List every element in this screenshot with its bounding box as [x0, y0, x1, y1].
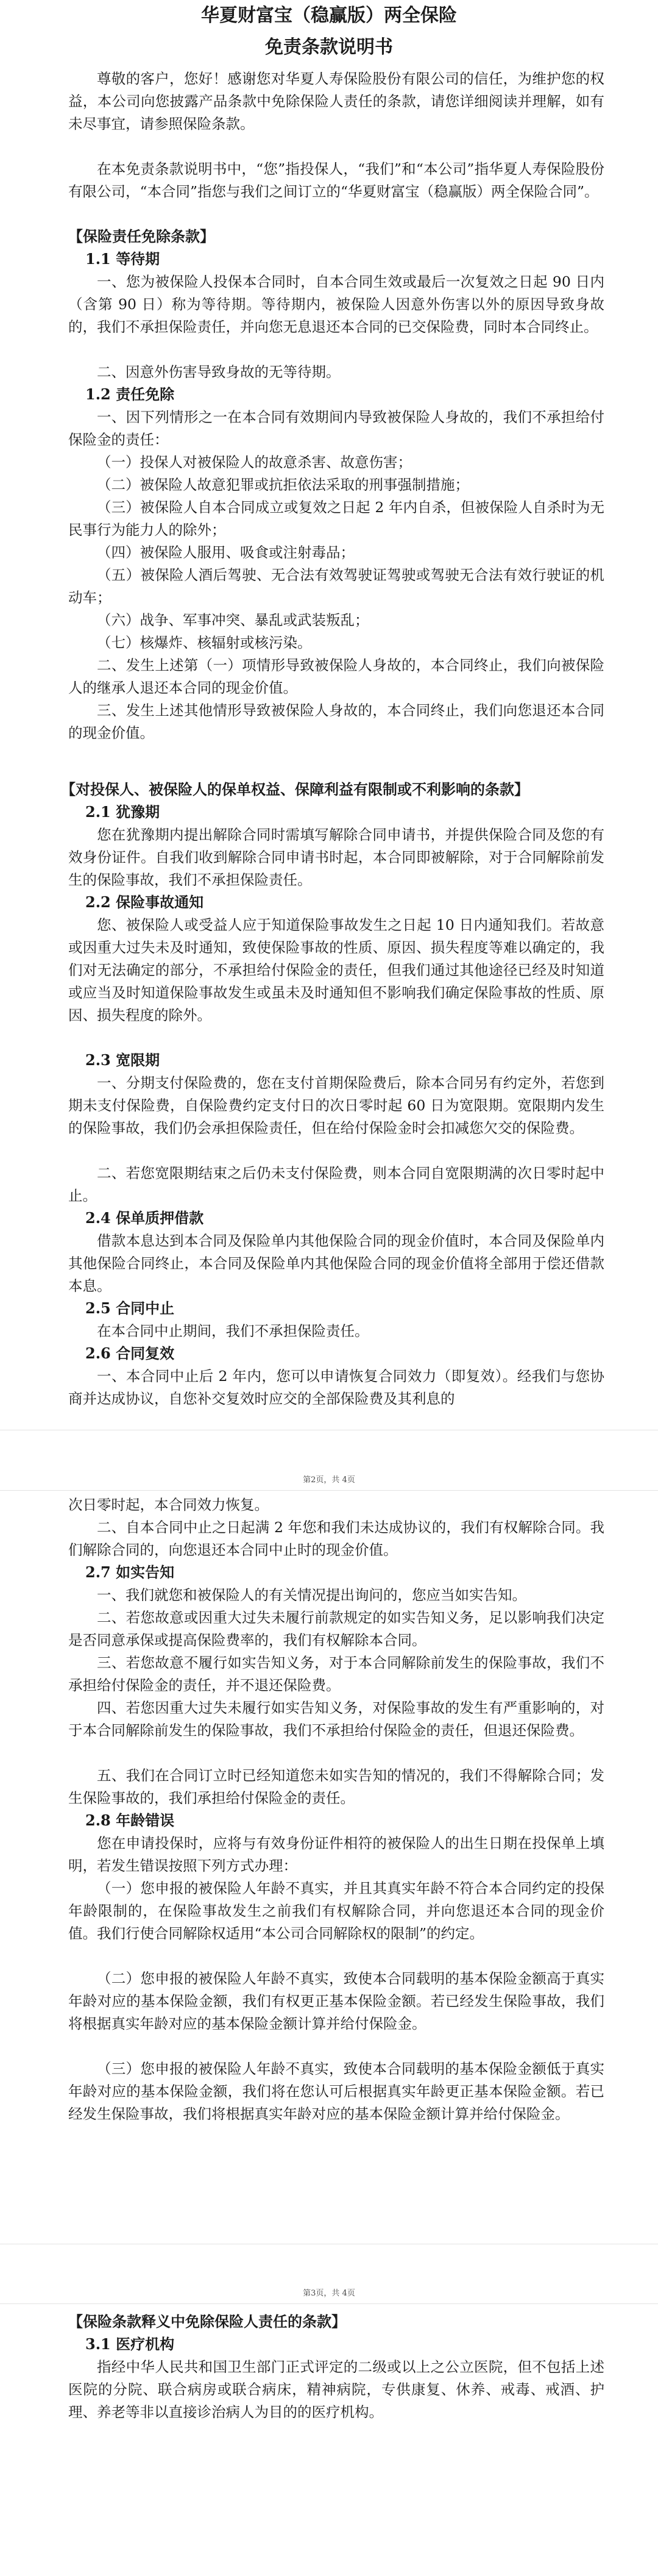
exclusion-item-1: （一）投保人对被保险人的故意杀害、故意伤害； — [97, 454, 412, 471]
section-1-heading: 【保险责任免除条款】 — [68, 227, 214, 245]
section-2-4-heading: 2.4 保单质押借款 — [85, 1209, 204, 1227]
section-2-5-heading: 2.5 合同中止 — [85, 1299, 175, 1317]
page-break — [0, 2303, 658, 2304]
section-1-2-tail-2: 三、发生上述其他情形导致被保险人身故的，本合同终止，我们向您退还本合同的现金价值。 — [68, 702, 604, 741]
section-2-7-para-5: 五、我们在合同订立时已经知道您未如实告知的情况的，我们不得解除合同；发生保险事故的，我们承担给付保险金的责任。 — [68, 1767, 604, 1807]
section-2-6-para-1: 一、本合同中止后 2 年内，您可以申请恢复合同效力（即复效）。经我们与您协商并达成协议，自您补交复效时应交的全部保险费及其利息的 — [68, 1368, 604, 1407]
section-2-7-para-3: 三、若您故意不履行如实告知义务，对于本合同解除前发生的保险事故，我们不承担给付保险金的责任，并不退还保险费。 — [68, 1654, 604, 1694]
section-2-3-para-2: 二、若您宽限期结束之后仍未支付保险费，则本合同自宽限期满的次日零时起中止。 — [68, 1165, 604, 1204]
section-2-8-para-3: （二）您申报的被保险人年龄不真实，致使本合同载明的基本保险金额高于真实年龄对应的基本保险金额，我们有权更正基本保险金额。若已经发生保险事故，我们将根据真实年龄对应的基本保险金额计算并给付保险金。 — [68, 1970, 604, 2032]
page-footer-3: 第3页，共 4页 — [303, 2289, 355, 2298]
section-2-5-para: 在本合同中止期间，我们不承担保险责任。 — [97, 1322, 369, 1340]
section-2-2-heading: 2.2 保险事故通知 — [85, 893, 204, 911]
section-1-1-para-2: 二、因意外伤害导致身故的无等待期。 — [97, 363, 341, 380]
section-1-1-para-1: 一、您为被保险人投保本合同时，自本合同生效或最后一次复效之日起 90 日内（含第 90 日）称为等待期。等待期内，被保险人因意外伤害以外的原因导致身故的，我们不承担保险责任，并向您无息退还本合同的已交保险费，同时本合同终止。 — [68, 273, 604, 335]
page-break — [0, 1490, 658, 1491]
section-1-2-lead: 一、因下列情形之一在本合同有效期间内导致被保险人身故的，我们不承担给付保险金的责任： — [68, 409, 604, 448]
exclusion-item-7: （七）核爆炸、核辐射或核污染。 — [97, 634, 312, 651]
exclusion-item-5: （五）被保险人酒后驾驶、无合法有效驾驶证驾驶或驾驶无合法有效行驶证的机动车； — [68, 566, 604, 606]
exclusion-item-3: （三）被保险人自本合同成立或复效之日起 2 年内自杀，但被保险人自杀时为无民事行为能力人的除外； — [68, 499, 604, 538]
section-1-1-heading: 1.1 等待期 — [85, 250, 160, 268]
page-footer-2: 第2页，共 4页 — [303, 1475, 355, 1485]
exclusion-item-4: （四）被保险人服用、吸食或注射毒品； — [97, 544, 355, 561]
section-2-8-para-1: 您在申请投保时，应将与有效身份证件相符的被保险人的出生日期在投保单上填明，若发生错误按照下列方式办理： — [68, 1835, 604, 1874]
section-2-8-para-2: （一）您申报的被保险人年龄不真实，并且其真实年龄不符合本合同约定的投保年龄限制的，在保险事故发生之前我们有权解除合同，并向您退还本合同的现金价值。我们行使合同解除权适用“本公司合同解除权的限制”的约定。 — [68, 1880, 604, 1942]
section-2-6-heading: 2.6 合同复效 — [85, 1344, 175, 1362]
section-2-3-para-1: 一、分期支付保险费的，您在支付首期保险费后，除本合同另有约定外，若您到期未支付保险费，自保险费约定支付日的次日零时起 60 日为宽限期。宽限期内发生的保险事故，我们仍会承担保险责任，但在给付保险金时会扣减您欠交的保险费。 — [68, 1074, 604, 1136]
section-2-heading: 【对投保人、被保险人的保单权益、保障利益有限制或不利影响的条款】 — [61, 780, 529, 798]
section-2-7-para-1: 一、我们就您和被保险人的有关情况提出询问的，您应当如实告知。 — [97, 1586, 526, 1604]
section-2-6-para-2: 二、自本合同中止之日起满 2 年您和我们未达成协议的，我们有权解除合同。我们解除合同的，向您退还本合同中止时的现金价值。 — [68, 1519, 604, 1558]
section-2-8-para-4: （三）您申报的被保险人年龄不真实，致使本合同载明的基本保险金额低于真实年龄对应的基本保险金额，我们将在您认可后根据真实年龄更正基本保险金额。若已经发生保险事故，我们将根据真实年龄对应的基本保险金额计算并给付保险金。 — [68, 2060, 604, 2122]
exclusion-item-2: （二）被保险人故意犯罪或抗拒依法采取的刑事强制措施； — [97, 476, 469, 493]
section-1-2-heading: 1.2 责任免除 — [85, 385, 175, 403]
section-2-7-para-2: 二、若您故意或因重大过失未履行前款规定的如实告知义务，足以影响我们决定是否同意承保或提高保险费率的，我们有权解除本合同。 — [68, 1609, 604, 1649]
section-2-4-para: 借款本息达到本合同及保险单内其他保险合同的现金价值时，本合同及保险单内其他保险合同终止，本合同及保险单内其他保险合同的现金价值将全部用于偿还借款本息。 — [68, 1232, 604, 1294]
section-3-heading: 【保险条款释义中免除保险人责任的条款】 — [68, 2313, 346, 2330]
intro-paragraph-2: 在本免责条款说明书中，“您”指投保人，“我们”和“本公司”指华夏人寿保险股份有限公司，“本合同”指您与我们之间订立的“华夏财富宝（稳赢版）两全保险合同”。 — [68, 160, 604, 200]
section-1-2-tail-1: 二、发生上述第（一）项情形导致被保险人身故的，本合同终止，我们向被保险人的继承人退还本合同的现金价值。 — [68, 657, 604, 696]
section-2-2-para: 您、被保险人或受益人应于知道保险事故发生之日起 10 日内通知我们。若故意或因重大过失未及时通知，致使保险事故的性质、原因、损失程度等难以确定的，我们对无法确定的部分，不承担给付保险金的责任，但我们通过其他途径已经及时知道或应当及时知道保险事故发生或虽未及时通知但不影响我们确定保险事故的性质、原因、损失程度的除外。 — [68, 916, 604, 1024]
intro-paragraph-1: 尊敬的客户，您好！感谢您对华夏人寿保险股份有限公司的信任，为维护您的权益，本公司向您披露产品条款中免除保险人责任的条款，请您详细阅读并理解，如有未尽事宜，请参照保险条款。 — [68, 70, 604, 132]
section-2-8-heading: 2.8 年龄错误 — [85, 1811, 175, 1829]
section-3-1-heading: 3.1 医疗机构 — [85, 2335, 175, 2353]
section-2-1-para: 您在犹豫期内提出解除合同时需填写解除合同申请书，并提供保险合同及您的有效身份证件。自我们收到解除合同申请书时起，本合同即被解除，对于合同解除前发生的保险事故，我们不承担保险责任。 — [68, 826, 604, 888]
section-2-7-para-4: 四、若您因重大过失未履行如实告知义务，对保险事故的发生有严重影响的，对于本合同解除前发生的保险事故，我们不承担给付保险金的责任，但退还保险费。 — [68, 1699, 604, 1739]
section-2-6-para-1-cont: 次日零时起，本合同效力恢复。 — [68, 1496, 269, 1513]
document-subtitle: 免责条款说明书 — [265, 37, 393, 58]
exclusion-item-6: （六）战争、军事冲突、暴乱或武装叛乱； — [97, 612, 369, 629]
section-3-1-para: 指经中华人民共和国卫生部门正式评定的二级或以上之公立医院，但不包括上述医院的分院、联合病房或联合病床，精神病院，专供康复、休养、戒毒、戒酒、护理、养老等非以直接诊治病人为目的的医疗机构。 — [68, 2358, 604, 2421]
section-2-3-heading: 2.3 宽限期 — [85, 1051, 160, 1069]
section-2-1-heading: 2.1 犹豫期 — [85, 803, 160, 821]
document-title: 华夏财富宝（稳赢版）两全保险 — [201, 5, 457, 26]
section-2-7-heading: 2.7 如实告知 — [85, 1563, 175, 1581]
